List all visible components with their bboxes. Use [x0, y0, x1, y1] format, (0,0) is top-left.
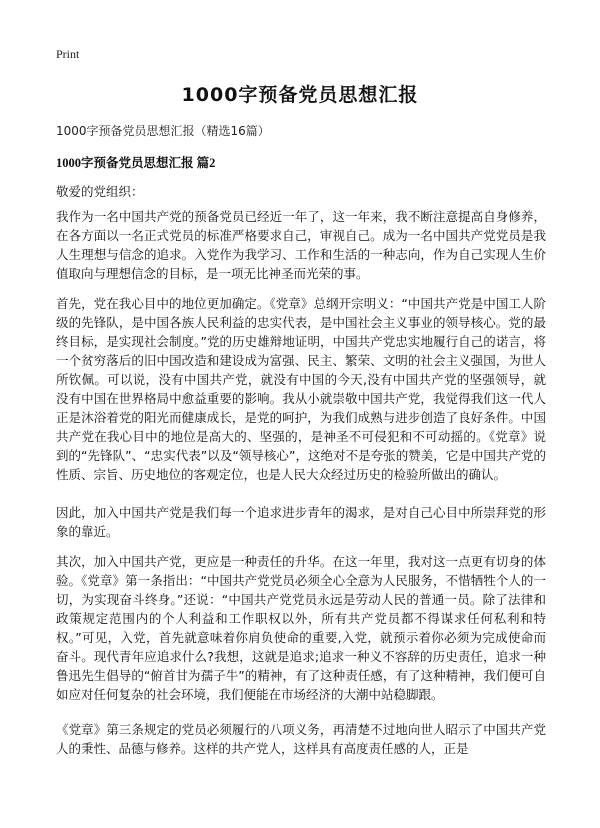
section-heading: 1000字预备党员思想汇报 篇2	[56, 156, 216, 170]
page-title: 1000字预备党员思想汇报	[181, 84, 419, 106]
paragraph-3: 因此，加入中国共产党是我们每一个追求进步青年的渴求，是对自己心目中所崇拜党的形象的靠近。	[56, 505, 546, 539]
salutation: 敬爱的党组织：	[56, 184, 144, 199]
document-subtitle: 1000字预备党员思想汇报（精选16篇）	[56, 124, 270, 138]
paragraph-4: 其次，加入中国共产党，更应是一种责任的升华。在这一年里，我对这一点更有切身的体验。《党章》第一条指出：“中国共产党党员必须全心全意为人民服务，不惜牺牲个人的一切，为实现奋斗终身。”还说：“中国共产党党员永远是劳动人民的普通一员。除了法律和政策规定范围内的个人利益和工作职权以外，所有共产党员都不得谋求任何私利和特权。”可见，入党，首先就意味着你肩负使命的重要,入党，就预示着你必须为完成使命而奋斗。现代青年应追求什么?我想，这就是追求;追求一种义不容辞的历史责任，追求一种鲁迅先生倡导的“俯首甘为孺子牛”的精神，有了这种责任感，有了这种精神，我们便可自如应对任何复杂的社会环境，我们便能在市场经济的大潮中站稳脚跟。	[56, 554, 546, 702]
paragraph-1: 我作为一名中国共产党的预备党员已经近一年了，这一年来，我不断注意提高自身修养，在各方面以一名正式党员的标准严格要求自己，审视自己。成为一名中国共产党党员是我人生理想与信念的追求。入党作为我学习、工作和生活的一种志向，作为自己实现人生价值取向与理想信念的目标，是一项无比神圣而光荣的事。	[56, 209, 546, 281]
print-link[interactable]: Print	[56, 47, 80, 61]
paragraph-2: 首先，党在我心目中的地位更加确定。《党章》总纲开宗明义：“中国共产党是中国工人阶级的先锋队，是中国各族人民利益的忠实代表，是中国社会主义事业的领导核心。党的最终目标，是实现社会制度。”党的历史雄辩地证明，中国共产党忠实地履行自己的诺言，将一个贫穷落后的旧中国改造和建设成为富强、民主、繁荣、文明的社会主义强国，为世人所钦佩。可以说，没有中国共产党，就没有中国的今天,没有中国共产党的坚强领导，就没有中国在世界格局中愈益重要的影响。我从小就崇敬中国共产党，我觉得我们这一代人正是沐浴着党的阳光而健康成长，是党的呵护，为我们成熟与进步创造了良好条件。中国共产党在我心目中的地位是高大的、坚强的，是神圣不可侵犯和不可动摇的。《党章》说到的“先锋队”、“忠实代表”以及“领导核心”，这绝对不是夸张的赞美，它是中国共产党的性质、宗旨、历史地位的客观定位，也是人民大众经过历史的检验所做出的确认。	[56, 296, 546, 482]
paragraph-5: 《党章》第三条规定的党员必须履行的八项义务，再清楚不过地向世人昭示了中国共产党人的秉性、品德与修养。这样的共产党人，这样具有高度责任感的人，正是	[56, 722, 546, 756]
